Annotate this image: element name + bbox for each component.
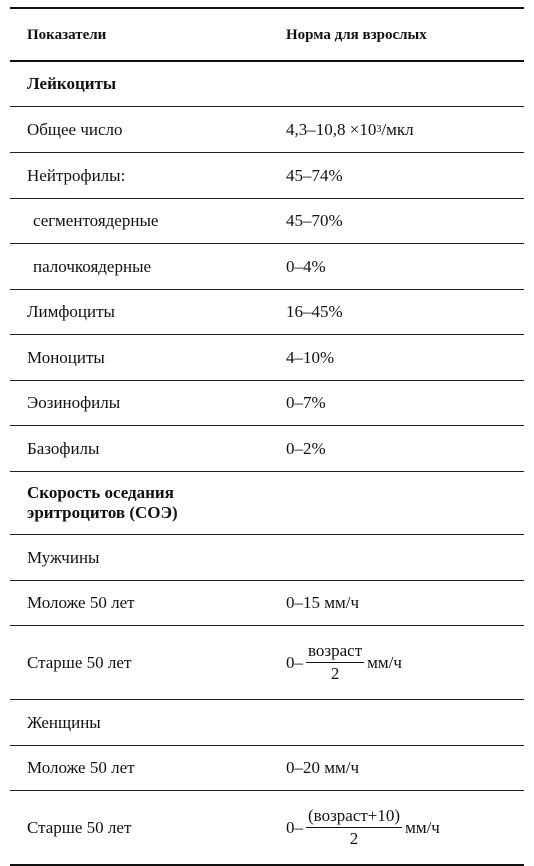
header-adult-norm: Норма для взрослых bbox=[286, 26, 427, 43]
section-title bbox=[27, 483, 178, 523]
fraction-numerator: (возраст+10) bbox=[306, 806, 402, 828]
table-row bbox=[10, 153, 524, 199]
table-row bbox=[10, 381, 524, 426]
row-label: Старше 50 лет bbox=[27, 652, 132, 672]
row-value: 0–2% bbox=[286, 438, 326, 458]
value-unit: /мкл bbox=[381, 119, 414, 139]
row-value: 45–70% bbox=[286, 211, 343, 230]
row-label: Лимфоциты bbox=[27, 302, 115, 321]
table-row bbox=[10, 335, 524, 381]
row-value: 4,3–10,8 ×10 3 /мкл bbox=[286, 119, 414, 139]
table-row bbox=[10, 107, 524, 153]
row-value: 4–10% bbox=[286, 347, 335, 367]
section-title-line2: эритроцитов (СОЭ) bbox=[27, 503, 178, 522]
row-value: 45–74% bbox=[286, 165, 343, 185]
row-value: 0–15 мм/ч bbox=[286, 593, 360, 612]
section-row-esr bbox=[10, 472, 524, 535]
fraction-denominator: 2 bbox=[349, 829, 359, 848]
subsection-title: Мужчины bbox=[27, 547, 100, 567]
row-value: 0–4% bbox=[286, 256, 326, 276]
row-label: палочкоядерные bbox=[33, 256, 152, 276]
table-row bbox=[10, 199, 524, 244]
row-value: 0–7% bbox=[286, 393, 326, 412]
formula-prefix: 0– bbox=[286, 817, 303, 837]
row-label: Эозинофилы bbox=[27, 393, 121, 412]
fraction bbox=[306, 641, 364, 684]
section-row-leukocytes bbox=[10, 62, 524, 107]
fraction-denominator: 2 bbox=[330, 664, 340, 683]
row-label: Моложе 50 лет bbox=[27, 593, 135, 612]
formula-prefix: 0– bbox=[286, 652, 303, 672]
row-value: 0–20 мм/ч bbox=[286, 758, 360, 777]
row-label: Общее число bbox=[27, 119, 123, 139]
formula-unit: мм/ч bbox=[405, 817, 440, 837]
table-row bbox=[10, 426, 524, 472]
table-row bbox=[10, 244, 524, 290]
table-row bbox=[10, 290, 524, 335]
section-title: Лейкоциты bbox=[27, 74, 117, 93]
subsection-row-men bbox=[10, 535, 524, 581]
table-row bbox=[10, 626, 524, 700]
subsection-row-women bbox=[10, 700, 524, 746]
row-label: Моложе 50 лет bbox=[27, 758, 135, 777]
subsection-title: Женщины bbox=[27, 712, 101, 732]
row-label: Базофилы bbox=[27, 438, 100, 458]
blood-norms-table bbox=[10, 7, 524, 866]
row-value-formula bbox=[286, 806, 440, 849]
fraction-numerator: возраст bbox=[306, 641, 364, 663]
table-row bbox=[10, 581, 524, 626]
table-header-row bbox=[10, 7, 524, 62]
value-prefix: 4,3–10,8 ×10 bbox=[286, 119, 377, 139]
table-row bbox=[10, 791, 524, 866]
row-label: Старше 50 лет bbox=[27, 817, 132, 837]
fraction bbox=[306, 806, 402, 849]
section-title-line1: Скорость оседания bbox=[27, 483, 174, 502]
formula-unit: мм/ч bbox=[367, 652, 402, 672]
row-label: сегментоядерные bbox=[33, 211, 159, 230]
row-label: Моноциты bbox=[27, 347, 105, 367]
row-value: 16–45% bbox=[286, 302, 343, 321]
row-value-formula bbox=[286, 641, 402, 684]
header-indicators: Показатели bbox=[27, 26, 107, 43]
table-row bbox=[10, 746, 524, 791]
row-label: Нейтрофилы: bbox=[27, 165, 126, 185]
